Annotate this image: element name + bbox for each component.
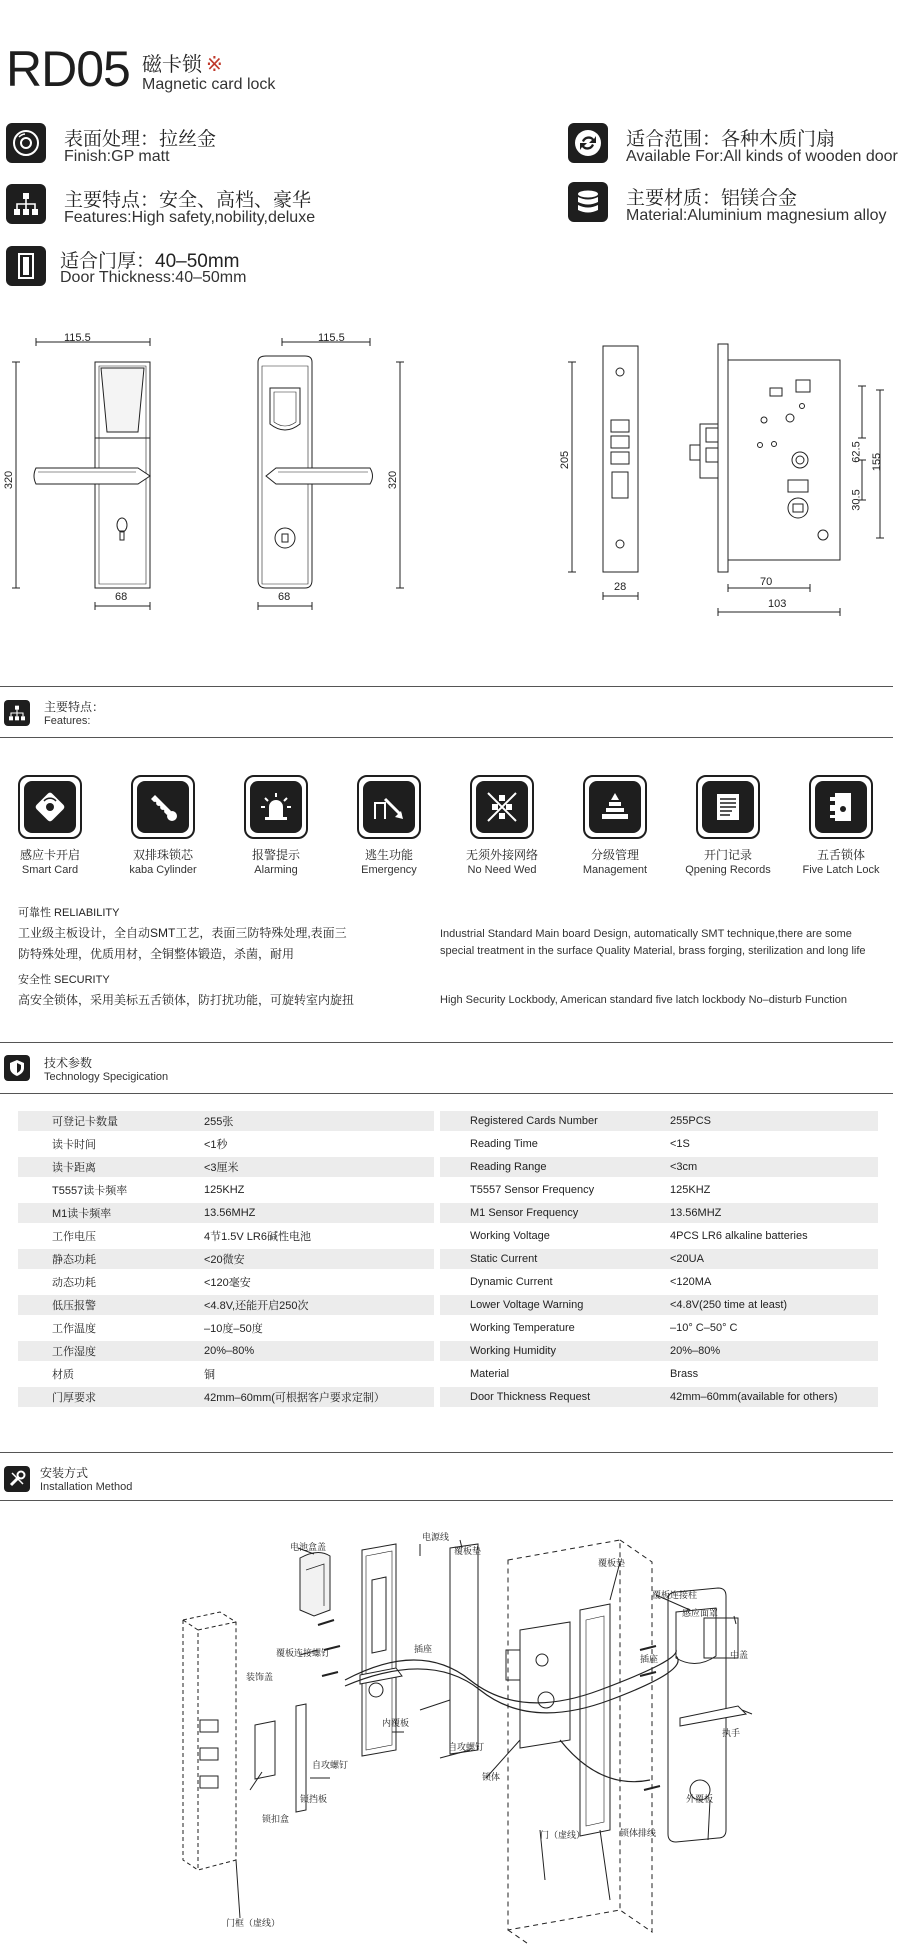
table-row — [18, 1364, 878, 1384]
label-door-frame: 门框（虚线） — [226, 1918, 281, 1928]
dim-70: 70 — [760, 576, 773, 588]
spec-en-value: 42mm–60mm(available for others) — [640, 1387, 878, 1407]
label-cover-pad: 覆板垫 — [454, 1546, 482, 1556]
spec-cn-label: 可登记卡数量 — [18, 1111, 182, 1131]
reliability-cn-2: 防特殊处理，优质用材，全铜整体锻造，杀菌，耐用 — [18, 947, 295, 961]
feature-label-cn: 无须外接网络 — [465, 848, 538, 862]
feature-management — [565, 775, 665, 876]
spec-cn-label: 读卡时间 — [18, 1134, 182, 1154]
table-row — [18, 1249, 878, 1269]
label-lock-body: 锁体 — [482, 1772, 501, 1782]
available-cn: 适合范围：各种木质门扇 — [626, 129, 836, 150]
spec-en-label: T5557 Sensor Frequency — [440, 1180, 640, 1200]
model-number: RD05 — [6, 41, 130, 97]
feature-label-cn: 报警提示 — [251, 848, 300, 862]
table-row — [18, 1157, 878, 1177]
spec-cn-value: <120毫安 — [182, 1272, 434, 1292]
tools-icon — [4, 1466, 30, 1492]
label-strike-box: 锁扣盒 — [262, 1814, 290, 1824]
feature-no-network — [452, 775, 552, 876]
divider — [0, 686, 893, 687]
title-mark: ※ — [206, 54, 223, 76]
finish-en: Finish:GP matt — [64, 148, 170, 165]
spec-en-value: 20%–80% — [640, 1341, 878, 1361]
spec-en-label: Reading Range — [440, 1157, 640, 1177]
product-title-en: Magnetic card lock — [142, 76, 276, 93]
dim-back-base: 68 — [278, 591, 291, 603]
spec-en-value: <20UA — [640, 1249, 878, 1269]
feature-label-en: kaba Cylinder — [129, 864, 197, 876]
features-cn: 主要特点：安全、高档、豪华 — [64, 190, 312, 211]
spec-cn-label: 材质 — [18, 1364, 182, 1384]
spec-cn-value: 125KHZ — [182, 1180, 434, 1200]
feature-records — [678, 775, 778, 876]
spec-cn-value: 42mm–60mm(可根据客户要求定制） — [182, 1387, 434, 1407]
label-power-line: 电源线 — [422, 1532, 450, 1542]
table-row — [18, 1203, 878, 1223]
feature-label-cn: 分级管理 — [590, 848, 639, 862]
spec-cn-value: <4.8V,还能开启250次 — [182, 1295, 434, 1315]
spec-en-label: Material — [440, 1364, 640, 1384]
records-icon — [702, 781, 754, 833]
spec-cn-label: 低压报警 — [18, 1295, 182, 1315]
latch-lock-icon — [815, 781, 867, 833]
install-section-cn: 安装方式 — [40, 1466, 89, 1480]
spec-en-label: Registered Cards Number — [440, 1111, 640, 1131]
divider — [0, 1042, 893, 1043]
disc-icon — [6, 123, 46, 163]
label-middle-cover: 中盖 — [730, 1650, 749, 1660]
install-section-en: Installation Method — [40, 1481, 133, 1493]
pyramid-icon — [589, 781, 641, 833]
spec-cn-label: 动态功耗 — [18, 1272, 182, 1292]
label-decor-cover: 装饰盖 — [246, 1672, 274, 1682]
feature-label-cn: 逃生功能 — [364, 848, 413, 862]
feature-label-cn: 感应卡开启 — [19, 848, 80, 862]
product-title-cn: 磁卡锁 ※ — [142, 54, 223, 76]
faceplate-drawing — [603, 346, 638, 572]
label-inner-plate: 内覆板 — [382, 1718, 410, 1728]
spec-cn-label: 门厚要求 — [18, 1387, 182, 1407]
spec-en-label: Door Thickness Request — [440, 1387, 640, 1407]
feature-label-en: No Need Wed — [467, 864, 537, 876]
material-en: Material:Aluminium magnesium alloy — [626, 207, 887, 224]
spec-cn-value: 4节1.5V LR6碱性电池 — [182, 1226, 434, 1246]
spec-en-value: <4.8V(250 time at least) — [640, 1295, 878, 1315]
available-en: Available For:All kinds of wooden door — [626, 148, 898, 165]
label-lock-cover: 锁挡板 — [300, 1794, 328, 1804]
spec-en-value: <1S — [640, 1134, 878, 1154]
no-wire-icon — [476, 781, 528, 833]
tech-section-en: Technology Specigication — [44, 1071, 169, 1083]
spec-cn-label: T5557读卡频率 — [18, 1180, 182, 1200]
features-section-cn: 主要特点： — [44, 700, 105, 714]
spec-en-label: Reading Time — [440, 1134, 640, 1154]
spec-en-label: Static Current — [440, 1249, 640, 1269]
spec-cn-value: <3厘米 — [182, 1157, 434, 1177]
table-row — [18, 1111, 878, 1131]
label-tapping-screw-2: 自攻螺钉 — [448, 1742, 485, 1752]
table-row — [18, 1226, 878, 1246]
door-icon — [6, 246, 46, 286]
dim-back-width: 115.5 — [318, 332, 345, 344]
spec-cn-label: 工作电压 — [18, 1226, 182, 1246]
label-tapping-screw: 自攻螺钉 — [312, 1760, 349, 1770]
feature-label-en: Five Latch Lock — [802, 864, 880, 876]
spec-en-label: Lower Voltage Warning — [440, 1295, 640, 1315]
spec-en-value: Brass — [640, 1364, 878, 1384]
table-row — [18, 1341, 878, 1361]
divider — [0, 1093, 893, 1094]
label-handle: 执手 — [722, 1728, 741, 1738]
spec-cn-label: M1读卡频率 — [18, 1203, 182, 1223]
spec-cn-value: –10度–50度 — [182, 1318, 434, 1338]
emergency-icon — [363, 781, 415, 833]
dim-back-height: 320 — [387, 470, 400, 490]
dim-front-base: 68 — [115, 591, 128, 603]
spec-cn-value: <20微安 — [182, 1249, 434, 1269]
table-row — [18, 1387, 878, 1407]
label-door: 门（虚线） — [540, 1830, 586, 1840]
thickness-en: Door Thickness:40–50mm — [60, 269, 247, 286]
table-row — [18, 1180, 878, 1200]
feature-kaba-cylinder — [113, 775, 213, 876]
feature-label-en: Smart Card — [21, 864, 79, 876]
key-cylinder-icon — [137, 781, 189, 833]
label-cover-post: 覆板连接柱 — [652, 1590, 698, 1600]
label-cover-pad-2: 覆板垫 — [598, 1558, 626, 1568]
dim-faceplate-height: 205 — [559, 450, 572, 470]
dim-103: 103 — [768, 598, 787, 610]
label-sensor-face: 感应面罩 — [682, 1608, 719, 1618]
feature-label-en: Emergency — [361, 864, 417, 876]
feature-emergency — [339, 775, 439, 876]
spec-en-label: Working Temperature — [440, 1318, 640, 1338]
divider — [0, 737, 893, 738]
network-icon — [6, 184, 46, 224]
thickness-cn: 适合门厚：40–50mm — [60, 251, 240, 272]
shield-icon — [4, 1055, 30, 1081]
reliability-en-2: special treatment in the surface Quality Material, brass forging, sterilization and long life — [440, 945, 866, 957]
spec-en-value: <120MA — [640, 1272, 878, 1292]
spec-en-value: 4PCS LR6 alkaline batteries — [640, 1226, 878, 1246]
dim-faceplate-width: 28 — [614, 581, 627, 593]
spec-cn-value: <1秒 — [182, 1134, 434, 1154]
features-section-en: Features: — [44, 715, 91, 727]
spec-en-value: 125KHZ — [640, 1180, 878, 1200]
spec-cn-value: 20%–80% — [182, 1341, 434, 1361]
material-cn: 主要材质：铝镁合金 — [626, 188, 798, 209]
dim-front-width: 115.5 — [64, 332, 91, 344]
spec-cn-label: 工作温度 — [18, 1318, 182, 1338]
refresh-icon — [568, 123, 608, 163]
spec-en-label: Dynamic Current — [440, 1272, 640, 1292]
features-en: Features:High safety,nobility,deluxe — [64, 209, 316, 226]
table-row — [18, 1295, 878, 1315]
smart-card-icon — [24, 781, 76, 833]
spec-en-value: <3cm — [640, 1157, 878, 1177]
label-socket: 插座 — [414, 1644, 433, 1654]
feature-label-cn: 双排珠锁芯 — [132, 848, 193, 862]
feature-label-cn: 五舌锁体 — [816, 848, 865, 862]
spec-en-value: 13.56MHZ — [640, 1203, 878, 1223]
feature-label-en: Management — [582, 864, 648, 876]
spec-en-label: Working Humidity — [440, 1341, 640, 1361]
label-outer-plate: 外覆板 — [686, 1794, 714, 1804]
spec-cn-value: 铜 — [182, 1364, 434, 1384]
dim-30: 30.5 — [850, 489, 863, 511]
database-icon — [568, 182, 608, 222]
feature-label-en: Qpening Records — [685, 864, 771, 876]
tech-spec-table — [18, 1108, 878, 1410]
spec-cn-label: 工作湿度 — [18, 1341, 182, 1361]
spec-en-label: M1 Sensor Frequency — [440, 1203, 640, 1223]
security-en: High Security Lockbody, American standard five latch lockbody No–disturb Function — [440, 994, 848, 1006]
feature-smart-card — [0, 775, 100, 876]
reliability-heading: 可靠性 RELIABILITY — [18, 907, 120, 919]
label-cover-screw: 覆板连接螺钉 — [276, 1648, 331, 1658]
spec-en-value: 255PCS — [640, 1111, 878, 1131]
dim-62: 62.5 — [850, 441, 863, 463]
dim-155: 155 — [871, 452, 884, 472]
dim-front-height: 320 — [3, 470, 16, 490]
spec-cn-label: 静态功耗 — [18, 1249, 182, 1269]
spec-cn-value: 255张 — [182, 1111, 434, 1131]
lock-body-drawing — [690, 344, 840, 572]
feature-five-latch — [791, 775, 891, 876]
feature-alarming — [226, 775, 326, 876]
spec-en-value: –10° C–50° C — [640, 1318, 878, 1338]
finish-cn: 表面处理：拉丝金 — [64, 129, 217, 150]
technical-drawing — [0, 320, 921, 620]
table-row — [18, 1272, 878, 1292]
network-icon — [4, 700, 30, 726]
feature-label-en: Alarming — [254, 864, 298, 876]
reliability-en-1: Industrial Standard Main board Design, automatically SMT technique,there are some — [440, 928, 852, 940]
tech-section-cn: 技术参数 — [44, 1056, 93, 1070]
security-heading: 安全性 SECURITY — [18, 974, 110, 986]
spec-en-label: Working Voltage — [440, 1226, 640, 1246]
table-row — [18, 1134, 878, 1154]
front-escutcheon-drawing — [34, 362, 150, 588]
label-plug: 插座 — [640, 1654, 659, 1664]
spec-cn-label: 读卡距离 — [18, 1157, 182, 1177]
feature-label-cn: 开门记录 — [703, 848, 752, 862]
security-cn: 高安全锁体，采用美标五舌锁体，防打扰功能，可旋转室内旋扭 — [18, 993, 355, 1007]
reliability-cn-1: 工业级主板设计，全自动SMT工艺，表面三防特殊处理,表面三 — [18, 926, 347, 940]
divider — [0, 1452, 893, 1453]
back-escutcheon-drawing — [258, 356, 373, 588]
installation-exploded-diagram — [0, 1500, 921, 1944]
label-lock-line: 锁体排线 — [620, 1828, 657, 1838]
label-battery-cover: 电池盒盖 — [290, 1542, 327, 1552]
alarm-icon — [250, 781, 302, 833]
spec-cn-value: 13.56MHZ — [182, 1203, 434, 1223]
table-row — [18, 1318, 878, 1338]
